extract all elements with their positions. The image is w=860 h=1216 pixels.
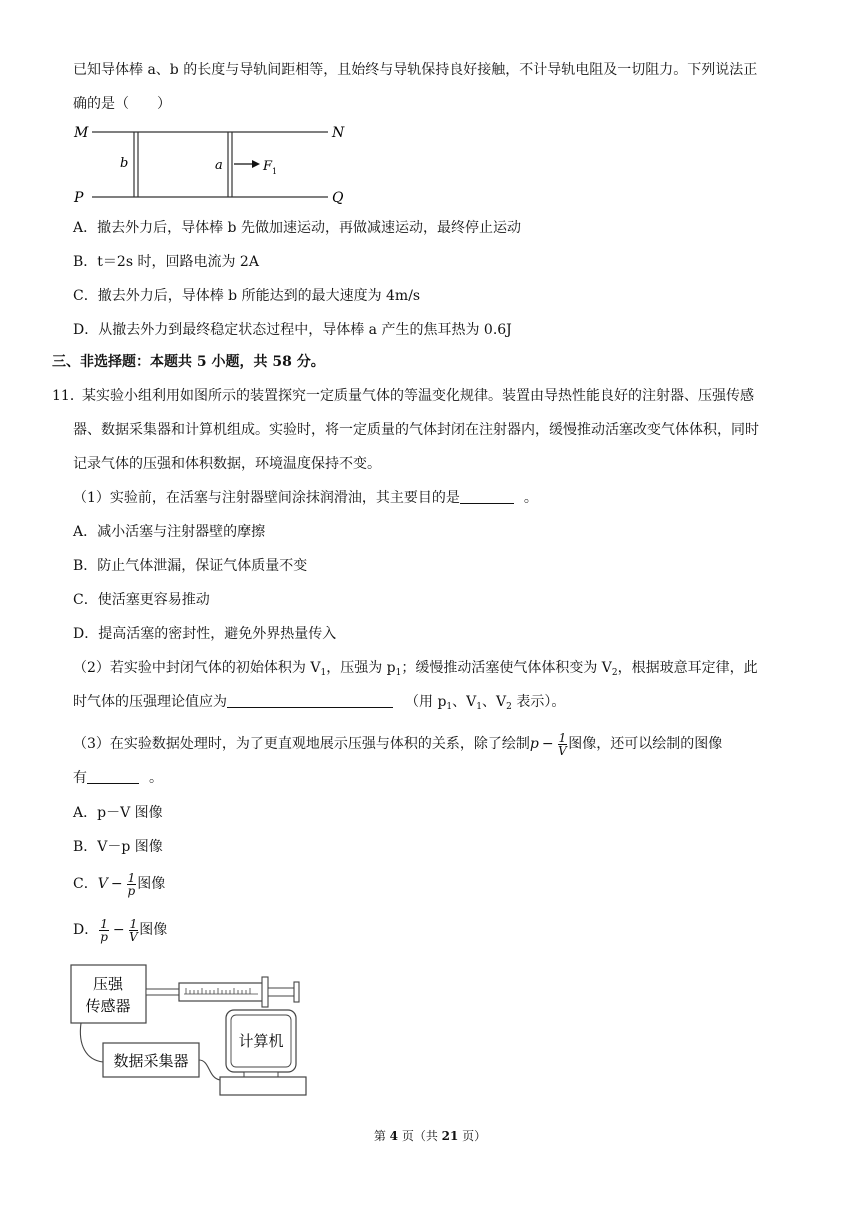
frac-den: p xyxy=(127,883,136,898)
q11-part2-line2 xyxy=(73,692,565,717)
q10-option-a: A．撤去外力后，导体棒 b 先做加速运动，再做减速运动，最终停止运动 xyxy=(73,220,521,236)
math-minus: − xyxy=(110,876,123,892)
opt-c-word: 图像 xyxy=(137,876,166,892)
label-M: M xyxy=(74,125,89,141)
sensor-label-1: 压强 xyxy=(92,975,124,993)
footer-pre: 第 xyxy=(373,1129,390,1143)
p3-text-b: 图像，还可以绘制的图像 xyxy=(568,736,723,752)
cable-2 xyxy=(199,1060,220,1080)
p2-text-e: 时气体的压强理论值应为 xyxy=(73,694,227,710)
sub-1: 1 xyxy=(476,702,483,712)
label-F: F xyxy=(263,159,273,174)
p2-text-d: ，根据玻意耳定律，此 xyxy=(617,660,758,676)
label-b: b xyxy=(120,156,129,171)
math-minus: − xyxy=(541,736,554,752)
q11-stem-line1: 某实验小组利用如图所示的装置探究一定质量气体的等温变化规律。装置由导热性能良好的注射器、压强传感 xyxy=(82,388,754,404)
fraction-1-over-V xyxy=(129,918,139,943)
label-F-sub: 1 xyxy=(272,167,278,176)
collector-label: 数据采集器 xyxy=(113,1052,189,1070)
q11-part3-line1 xyxy=(73,730,722,758)
p2-text-i: 表示）。 xyxy=(511,694,566,710)
q11-part1-option-c: C．使活塞更容易推动 xyxy=(73,592,210,608)
q11-part1-option-b: B．防止气体泄漏，保证气体质量不变 xyxy=(73,558,308,574)
p2-text-c: ；缓慢推动活塞使气体体积变为 V xyxy=(401,660,612,676)
answer-blank-2[interactable] xyxy=(227,693,393,708)
cable-1 xyxy=(80,1023,103,1062)
computer-stand xyxy=(244,1072,278,1077)
q11-part3-option-b: B．V－p 图像 xyxy=(73,839,163,855)
q11-part3-option-c xyxy=(73,870,165,898)
syringe-nozzle xyxy=(146,989,179,995)
label-Q: Q xyxy=(332,190,344,206)
fraction-1-over-p xyxy=(127,872,137,897)
q11-part1-option-a: A．减小活塞与注射器壁的摩擦 xyxy=(73,524,266,540)
opt-c-label: C． xyxy=(73,876,98,892)
p3-text-d: 。 xyxy=(149,770,163,786)
q11-stem-line2: 器、数据采集器和计算机组成。实验时，将一定质量的气体封闭在注射器内，缓慢推动活塞改变气体体积，同时 xyxy=(73,422,759,438)
computer-base xyxy=(220,1077,306,1095)
sub-2: 2 xyxy=(611,668,618,678)
q11-part3-option-a: A．p－V 图像 xyxy=(73,805,163,821)
footer-post: 页） xyxy=(458,1129,487,1143)
footer-total-pages: 21 xyxy=(441,1129,459,1143)
q11-part3-line2 xyxy=(73,768,163,788)
q11-number: 11． xyxy=(52,388,84,404)
label-N: N xyxy=(332,125,345,141)
label-P: P xyxy=(74,190,84,206)
p2-text-a: （2）若实验中封闭气体的初始体积为 V xyxy=(73,660,321,676)
sensor-label-2: 传感器 xyxy=(85,997,131,1015)
frac-num: 1 xyxy=(558,730,567,745)
p2-text-b: ，压强为 p xyxy=(326,660,396,676)
q11-part3-option-d xyxy=(73,916,167,944)
sub-1: 1 xyxy=(446,702,453,712)
math-minus: − xyxy=(112,922,125,938)
frac-den: V xyxy=(558,743,567,758)
apparatus-figure xyxy=(68,960,313,1100)
sub-2: 2 xyxy=(506,702,512,712)
page-footer xyxy=(0,1127,860,1144)
opt-d-label: D． xyxy=(73,922,99,938)
answer-blank-3[interactable] xyxy=(87,769,139,784)
label-a: a xyxy=(215,158,223,173)
footer-mid: 页（共 xyxy=(398,1129,442,1143)
q11-part2-line1 xyxy=(73,658,758,683)
answer-blank-1[interactable] xyxy=(460,489,514,504)
footer-page-number: 4 xyxy=(389,1129,398,1143)
p3-text-a: （3）在实验数据处理时，为了更直观地展示压强与体积的关系，除了绘制 xyxy=(73,736,530,752)
q11-part1-stem xyxy=(73,488,538,508)
section-heading: 三、非选择题：本题共 5 小题，共 58 分。 xyxy=(52,354,325,370)
rails-figure xyxy=(70,120,360,210)
syringe-plunger-rod xyxy=(268,988,294,996)
q10-intro-line2: 确的是（ ） xyxy=(73,96,171,112)
math-V: V xyxy=(97,876,108,892)
computer-label: 计算机 xyxy=(238,1032,284,1050)
p2-text-h: 、V xyxy=(482,694,507,710)
q11-part1-text: （1）实验前，在活塞与注射器壁间涂抹润滑油，其主要目的是 xyxy=(73,490,460,506)
q11-part1-after: 。 xyxy=(523,490,538,506)
sub-1: 1 xyxy=(395,668,402,678)
q10-option-b: B．t＝2s 时，回路电流为 2A xyxy=(73,254,259,270)
q10-option-c: C．撤去外力后，导体棒 b 所能达到的最大速度为 4m/s xyxy=(73,288,421,304)
frac-num: 1 xyxy=(127,870,136,885)
p2-text-f: （用 p xyxy=(405,694,447,710)
sub-1: 1 xyxy=(320,668,327,678)
opt-d-word: 图像 xyxy=(139,922,168,938)
q10-option-d: D．从撤去外力到最终稳定状态过程中，导体棒 a 产生的焦耳热为 0.6J xyxy=(73,322,512,338)
frac-den: V xyxy=(129,929,138,944)
p2-text-g: 、V xyxy=(452,694,477,710)
fraction-1-over-V xyxy=(558,732,568,757)
syringe-flange xyxy=(262,977,268,1007)
frac-num: 1 xyxy=(129,916,138,931)
frac-den: p xyxy=(100,929,108,944)
fraction-1-over-p xyxy=(99,918,109,943)
p3-text-c: 有 xyxy=(73,770,87,786)
q10-intro-line1: 已知导体棒 a、b 的长度与导轨间距相等，且始终与导轨保持良好接触，不计导轨电阻及一切阻力。下列说法正 xyxy=(73,62,758,78)
math-p: p xyxy=(529,736,539,752)
q11-stem-line3: 记录气体的压强和体积数据，环境温度保持不变。 xyxy=(73,456,381,472)
frac-num: 1 xyxy=(100,916,108,931)
syringe-thumb-press xyxy=(294,982,299,1002)
q11-part1-option-d: D．提高活塞的密封性，避免外界热量传入 xyxy=(73,626,337,642)
